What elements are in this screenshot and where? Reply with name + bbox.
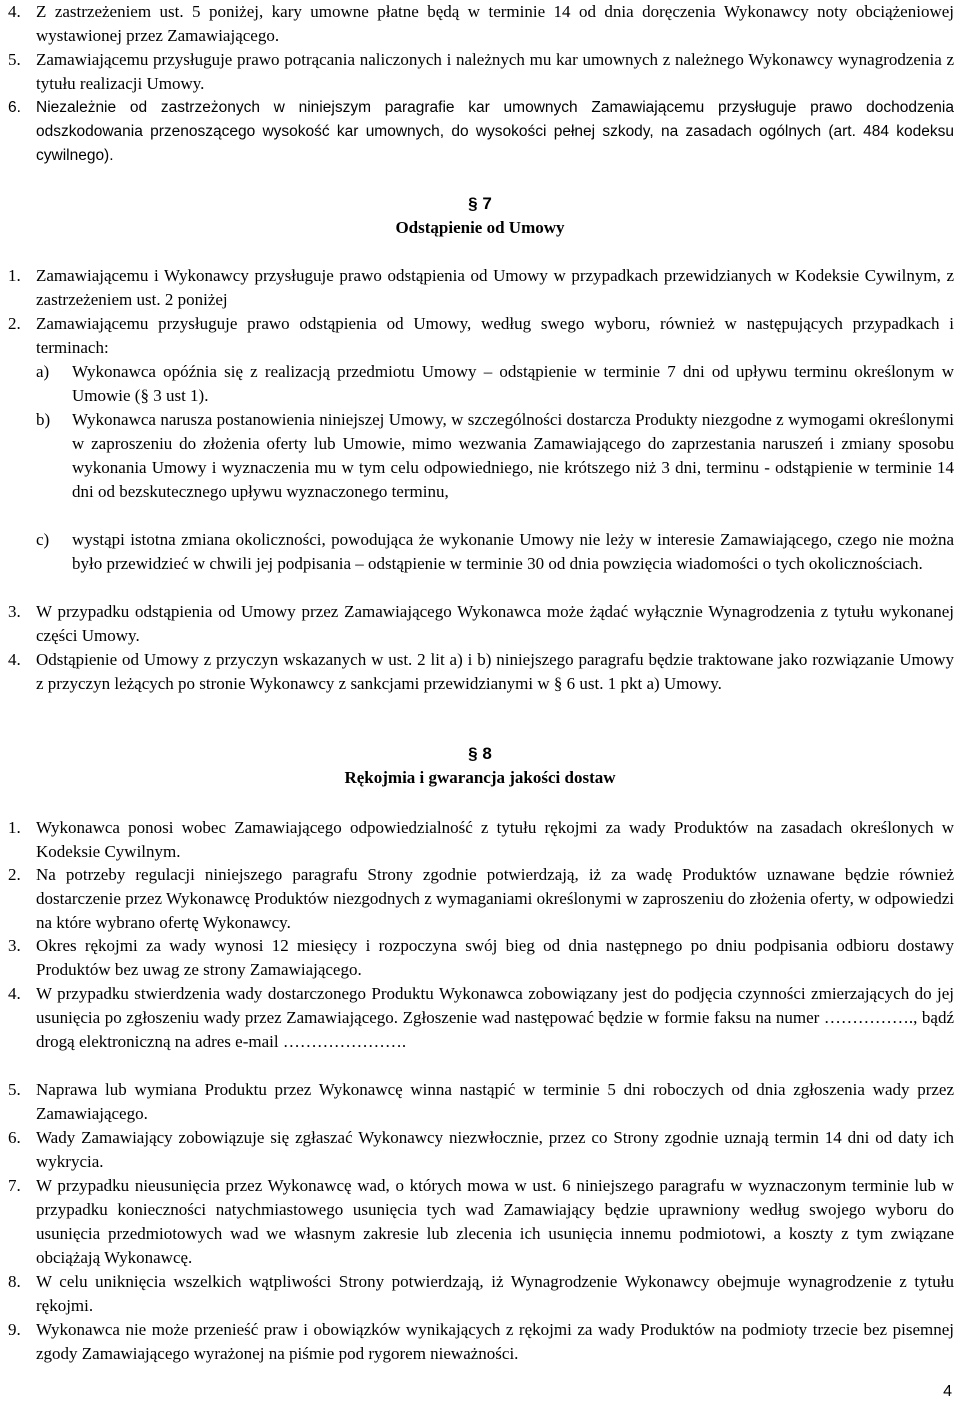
paragraph-item: [8, 1174, 954, 1270]
item-text: W przypadku nieusunięcia przez Wykonawcę wad, o których mowa w ust. 6 niniejszego paragrafu w wyznaczonym terminie lub w przypadku konieczności natychmiastowego usunięcia tych wad Zamawiający będzie uprawniony według swojego wyboru do usunięcia przedmiotowych wad we własnym zakresie lub zlecenia ich usunięcia innemu podmiotowi, a koszty z tym związane obciążają Wykonawcę.: [36, 1176, 954, 1267]
item-text: Z zastrzeżeniem ust. 5 poniżej, kary umowne płatne będą w terminie 14 od dnia doręczenia Wykonawcy noty obciążeniowej wystawionej przez Zamawiającego.: [36, 2, 954, 45]
item-number: 4.: [8, 650, 21, 669]
item-number: 2.: [8, 314, 21, 333]
paragraph-item: [8, 863, 954, 935]
sub-item: [36, 528, 954, 576]
item-text: Zamawiającemu przysługuje prawo potrącania naliczonych i należnych mu kar umownych z należnego Wykonawcy wynagrodzenia z tytułu realizacji Umowy.: [36, 50, 954, 93]
item-number: 2.: [8, 865, 21, 884]
item-number: 5.: [8, 1080, 21, 1099]
paragraph-item: [8, 0, 954, 48]
section-title: Rękojmia i gwarancja jakości dostaw: [344, 768, 616, 787]
item-text: Wykonawca nie może przenieść praw i obowiązków wynikających z rękojmi za wady Produktów na podmioty trzecie bez pisemnej zgody Zamawiającego wyrażonej na piśmie pod rygorem nieważności.: [36, 1320, 954, 1363]
paragraph-item: [8, 1270, 954, 1318]
section-number-value: 8: [482, 744, 492, 763]
item-text: Zamawiającemu i Wykonawcy przysługuje prawo odstąpienia od Umowy w przypadkach przewidzianych w Kodeksie Cywilnym, z zastrzeżeniem ust. 2 poniżej: [36, 266, 954, 309]
paragraph-item: [8, 312, 954, 360]
sub-item-letter: c): [36, 530, 50, 549]
sub-item-text: Wykonawca opóźnia się z realizacją przedmiotu Umowy – odstąpienie w terminie 7 dni od upływu terminu określonym w Umowie (§ 3 ust 1).: [72, 362, 954, 405]
paragraph-item: [8, 264, 954, 312]
item-number: 1.: [8, 818, 21, 837]
item-number: 1.: [8, 266, 21, 285]
paragraph-item: [8, 48, 954, 96]
paragraph-item: [8, 1126, 954, 1174]
sub-item-text: wystąpi istotna zmiana okoliczności, powodująca że wykonanie Umowy nie leży w interesie Zamawiającego, czego nie można było przewidzieć w chwili jej podpisania – odstąpienie w terminie 30 od dnia powzięcia wiadomości o tych okolicznościach.: [72, 530, 954, 573]
paragraph-item: [8, 96, 954, 168]
item-text: Na potrzeby regulacji niniejszego paragrafu Strony zgodnie potwierdzają, iż za wadę Produktów uznawane będzie również dostarczenie przez Wykonawcę Produktów niezgodnych z wymaganiami określonymi w zaproszeniu do złożenia oferty, w odpowiedzi na które wybrano ofertę Wykonawcy.: [36, 865, 954, 932]
item-text: Naprawa lub wymiana Produktu przez Wykonawcę winna nastąpić w terminie 5 dni roboczych od dnia zgłoszenia wady przez Zamawiającego.: [36, 1080, 954, 1123]
item-number: 6.: [8, 99, 21, 116]
item-number: 3.: [8, 936, 21, 955]
sub-item-letter: a): [36, 362, 50, 381]
item-text: Wady Zamawiający zobowiązuje się zgłaszać Wykonawcy niezwłocznie, przez co Strony zgodnie uznają termin 14 dni od daty ich wykrycia.: [36, 1128, 954, 1171]
sub-item: [36, 360, 954, 408]
paragraph-symbol: §: [468, 194, 478, 213]
paragraph-item: [8, 648, 954, 696]
sub-item-letter: b): [36, 410, 51, 429]
paragraph-item: [8, 1318, 954, 1366]
item-number: 7.: [8, 1176, 21, 1195]
paragraph-symbol: §: [468, 744, 478, 763]
paragraph-item: [8, 1078, 954, 1126]
section-title: Odstąpienie od Umowy: [395, 218, 565, 237]
section-number-value: 7: [482, 194, 492, 213]
item-number: 6.: [8, 1128, 21, 1147]
item-text: Wykonawca ponosi wobec Zamawiającego odpowiedzialność z tytułu rękojmi za wady Produktów na zasadach określonych w Kodeksie Cywilnym.: [36, 818, 954, 861]
paragraph-item: [8, 600, 954, 648]
item-number: 4.: [8, 2, 21, 21]
item-text: Okres rękojmi za wady wynosi 12 miesięcy i rozpoczyna swój bieg od dnia następnego po dniu podpisania odbioru dostawy Produktów bez uwag ze strony Zamawiającego.: [36, 936, 954, 979]
section-number: [0, 742, 960, 766]
sub-item-text: Wykonawca narusza postanowienia niniejszej Umowy, w szczególności dostarcza Produkty niezgodne z wymogami określonymi w zaproszeniu do złożenia oferty lub Umowie, mimo wezwania Zamawiającego do zaprzestania naruszeń i zmiany sposobu wykonania Umowy i wyznaczenia mu w tym celu odpowiedniego, nie krótszego niż 3 dni, terminu - odstąpienie w terminie 14 dni od bezskutecznego upływu wyznaczonego terminu,: [72, 410, 954, 501]
section-number: [0, 192, 960, 216]
item-number: 4.: [8, 984, 21, 1003]
item-text: W przypadku odstąpienia od Umowy przez Zamawiającego Wykonawca może żądać wyłącznie Wynagrodzenia z tytułu wykonanej części Umowy.: [36, 602, 954, 645]
item-number: 9.: [8, 1320, 21, 1339]
item-number: 8.: [8, 1272, 21, 1291]
item-number: 5.: [8, 50, 21, 69]
sub-item: [36, 408, 954, 504]
paragraph-item: [8, 816, 954, 864]
paragraph-item: [8, 934, 954, 982]
item-text: W celu uniknięcia wszelkich wątpliwości Strony potwierdzają, iż Wynagrodzenie Wykonawcy obejmuje wynagrodzenie z tytułu rękojmi.: [36, 1272, 954, 1315]
item-text: Niezależnie od zastrzeżonych w niniejszym paragrafie kar umownych Zamawiającemu przysługuje prawo dochodzenia odszkodowania przenoszącego wysokość kar umownych, do wysokości pełnej szkody, na zasadach ogólnych (art. 484 kodeksu cywilnego).: [36, 99, 954, 164]
item-text: Odstąpienie od Umowy z przyczyn wskazanych w ust. 2 lit a) i b) niniejszego paragrafu będzie traktowane jako rozwiązanie Umowy z przyczyn leżących po stronie Wykonawcy z sankcjami przewidzianymi w § 6 ust. 1 pkt a) Umowy.: [36, 650, 954, 693]
page-number: 4: [943, 1383, 952, 1400]
item-text: W przypadku stwierdzenia wady dostarczonego Produktu Wykonawca zobowiązany jest do podjęcia czynności zmierzających do jej usunięcia po zgłoszeniu wady przez Zamawiającego. Zgłoszenie wad następować będzie w formie faksu na numer ……………., bądź drogą elektroniczną na adres e-mail ………………….: [36, 984, 954, 1051]
item-number: 3.: [8, 602, 21, 621]
item-text: Zamawiającemu przysługuje prawo odstąpienia od Umowy, według swego wyboru, również w następujących przypadkach i terminach:: [36, 314, 954, 357]
paragraph-item: [8, 982, 954, 1054]
